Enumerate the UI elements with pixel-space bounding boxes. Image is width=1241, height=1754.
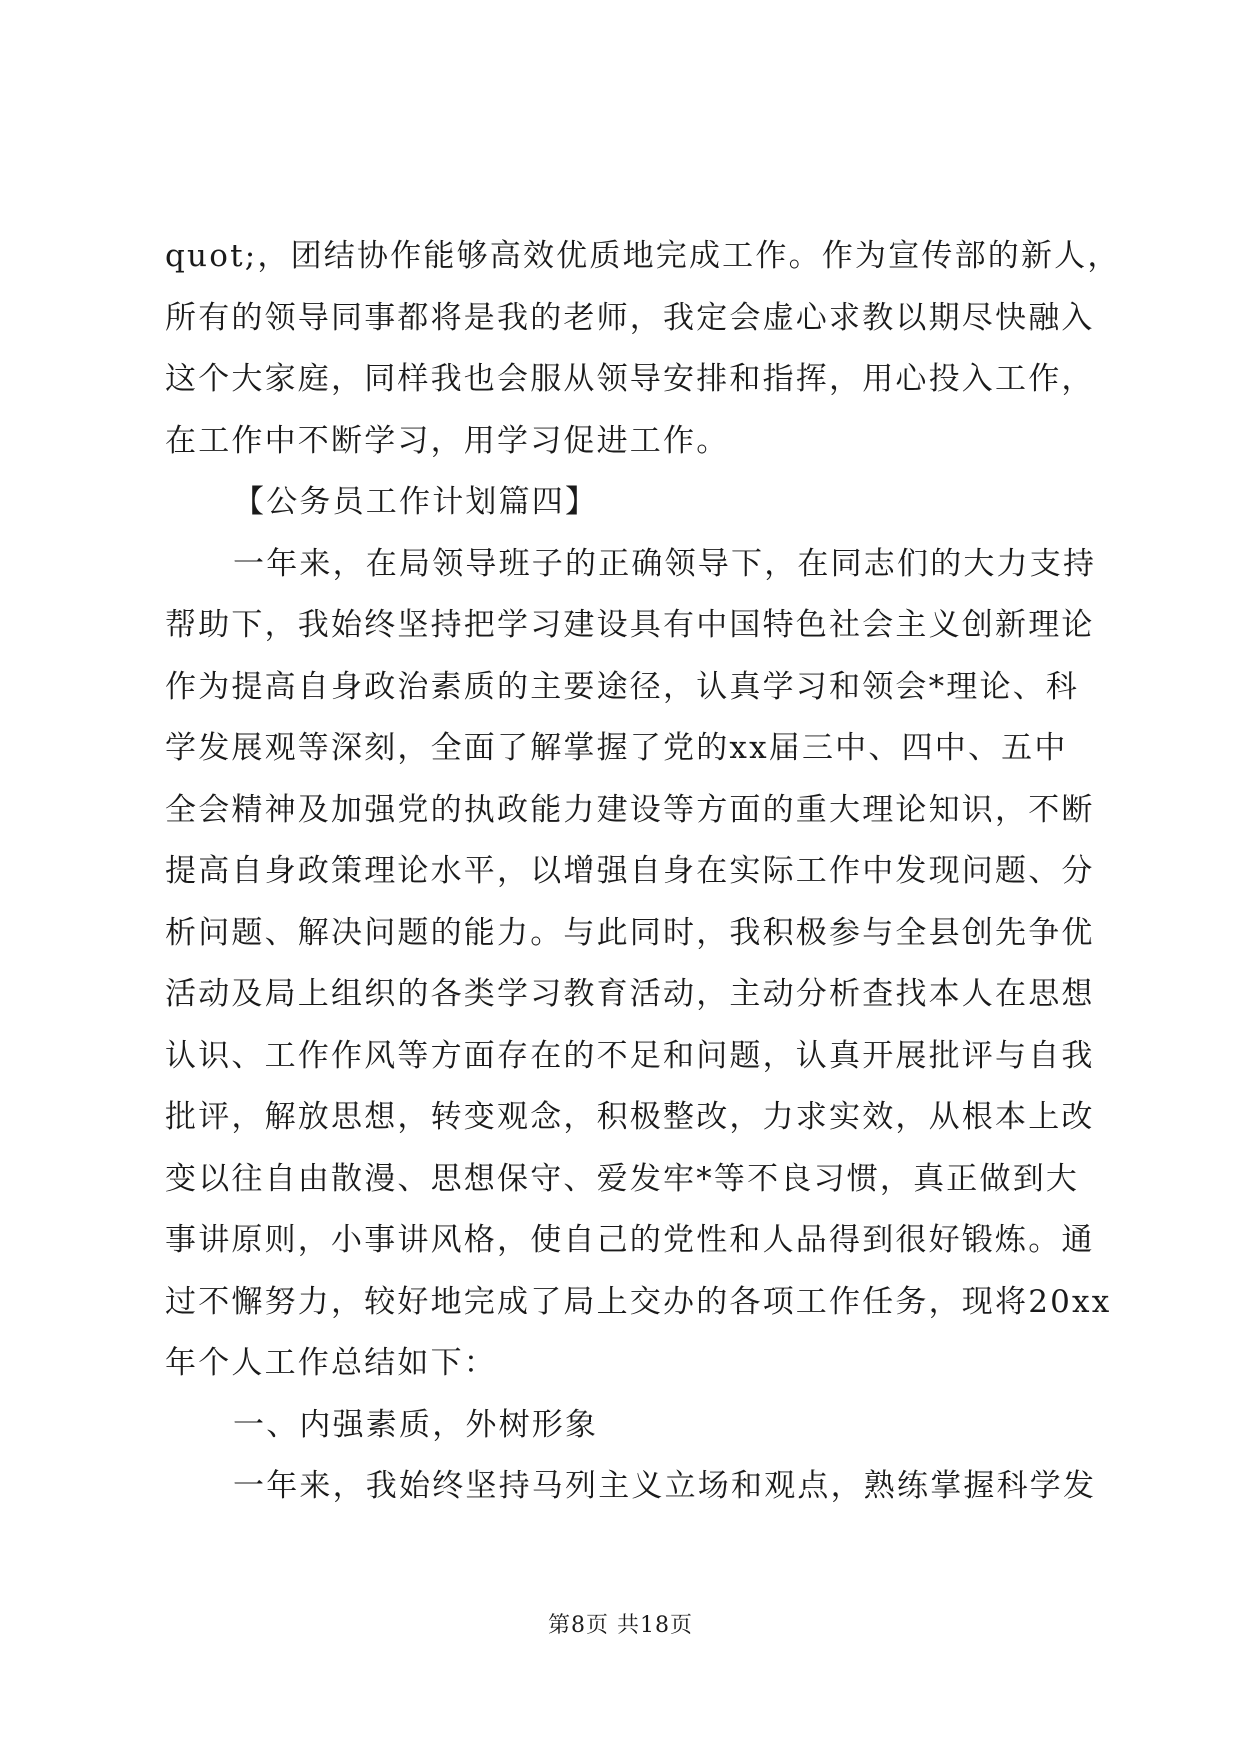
text-line: 提高自身政策理论水平，以增强自身在实际工作中发现问题、分	[165, 853, 1095, 889]
text-line: 一年来，在局领导班子的正确领导下，在同志们的大力支持	[233, 545, 1097, 582]
text-line: 所有的领导同事都将是我的老师，我定会虚心求教以期尽快融入	[165, 299, 1095, 336]
page-number-footer: 第8页 共18页	[548, 1613, 693, 1638]
text-line: 全会精神及加强党的执政能力建设等方面的重大理论知识，不断	[165, 791, 1095, 828]
text-line: 活动及局上组织的各类学习教育活动，主动分析查找本人在思想	[165, 976, 1095, 1012]
text-line: 学发展观等深刻，全面了解掌握了党的xx届三中、四中、五中	[165, 730, 1068, 766]
text-line: 这个大家庭，同样我也会服从领导安排和指挥，用心投入工作，	[165, 361, 1095, 397]
text-line: 认识、工作作风等方面存在的不足和问题，认真开展批评与自我	[165, 1037, 1095, 1074]
text-line: 析问题、解决问题的能力。与此同时，我积极参与全县创先争优	[165, 914, 1095, 951]
text-line: 变以往自由散漫、思想保守、爱发牢*等不良习惯，真正做到大	[165, 1160, 1080, 1197]
text-line: 帮助下，我始终坚持把学习建设具有中国特色社会主义创新理论	[165, 607, 1095, 643]
text-line: 一年来，我始终坚持马列主义立场和观点，熟练掌握科学发	[233, 1468, 1097, 1504]
text-line: 过不懈努力，较好地完成了局上交办的各项工作任务，现将20xx	[165, 1283, 1112, 1320]
text-line: 年个人工作总结如下：	[165, 1345, 497, 1381]
text-line: quot;，团结协作能够高效优质地完成工作。作为宣传部的新人，	[165, 238, 1121, 274]
document-body	[165, 226, 1121, 1518]
text-line: 在工作中不断学习，用学习促进工作。	[165, 422, 730, 459]
section-heading: 【公务员工作计划篇四】	[233, 484, 599, 520]
subsection-heading: 一、内强素质，外树形象	[233, 1406, 599, 1443]
text-line: 事讲原则，小事讲风格，使自己的党性和人品得到很好锻炼。通	[165, 1222, 1095, 1258]
text-line: 批评，解放思想，转变观念，积极整改，力求实效，从根本上改	[165, 1099, 1095, 1135]
text-line: 作为提高自身政治素质的主要途径，认真学习和领会*理论、科	[165, 668, 1080, 705]
